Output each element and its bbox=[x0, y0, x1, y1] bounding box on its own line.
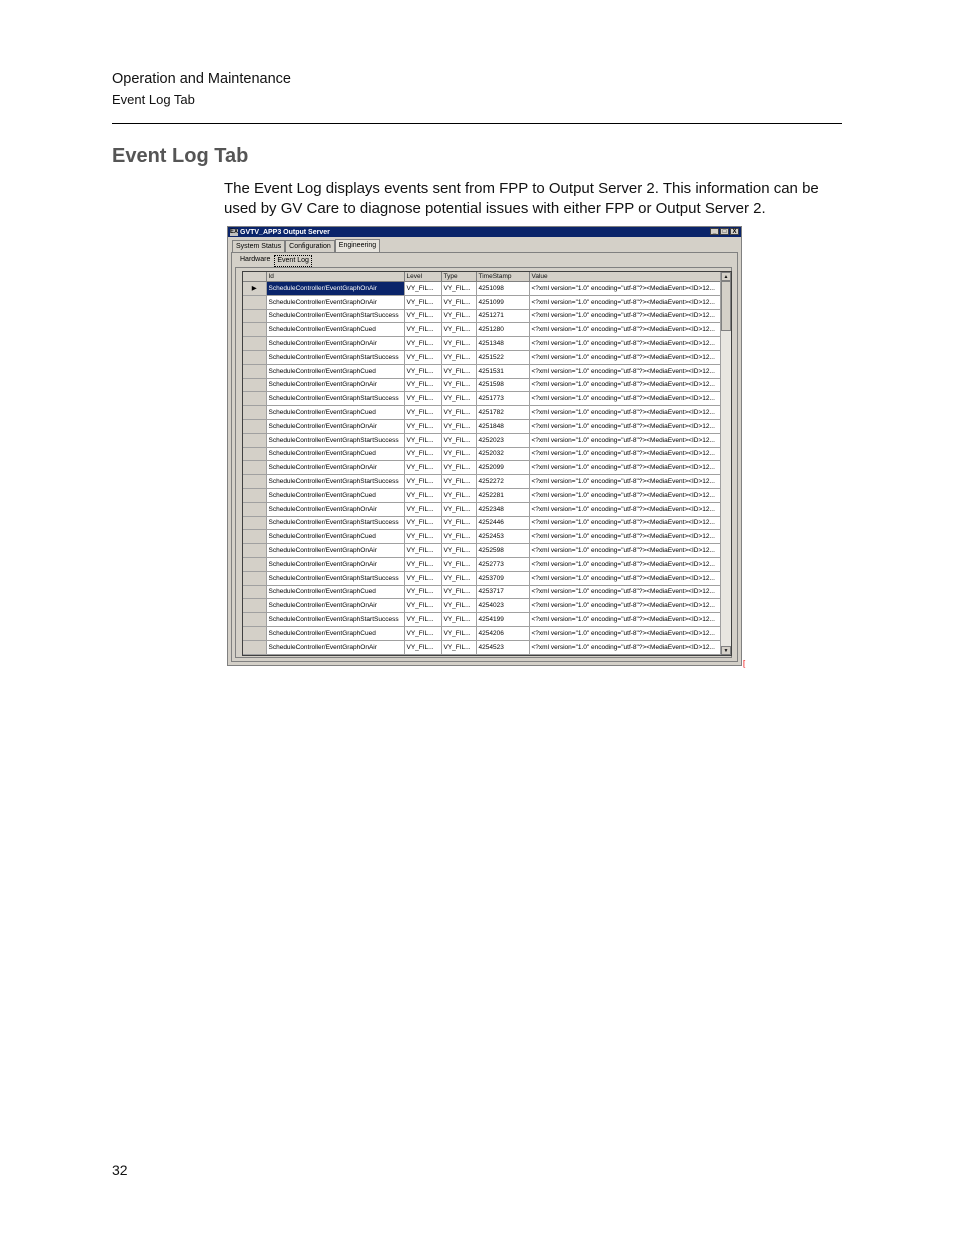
table-row[interactable] bbox=[243, 350, 722, 364]
cell-id[interactable]: ScheduleController/EventGraphOnAir bbox=[266, 502, 404, 516]
row-selector[interactable] bbox=[243, 447, 266, 461]
cell-value[interactable]: <?xml version="1.0" encoding="utf-8"?><MediaEvent><ID>12... bbox=[529, 475, 722, 489]
cell-level[interactable]: VY_FIL... bbox=[404, 488, 441, 502]
row-selector[interactable] bbox=[243, 295, 266, 309]
app-icon: EX bbox=[230, 228, 239, 235]
cell-timestamp[interactable]: 4252348 bbox=[476, 502, 529, 516]
cell-timestamp[interactable]: 4251522 bbox=[476, 350, 529, 364]
cell-value[interactable]: <?xml version="1.0" encoding="utf-8"?><MediaEvent><ID>12... bbox=[529, 585, 722, 599]
cell-level[interactable]: VY_FIL... bbox=[404, 626, 441, 640]
row-selector[interactable] bbox=[243, 488, 266, 502]
maximize-icon[interactable]: □ bbox=[720, 228, 729, 235]
cell-type[interactable]: VY_FIL... bbox=[441, 337, 476, 351]
table-row[interactable] bbox=[243, 488, 722, 502]
row-selector[interactable] bbox=[243, 461, 266, 475]
row-selector[interactable] bbox=[243, 392, 266, 406]
cell-id[interactable]: ScheduleController/EventGraphOnAir bbox=[266, 295, 404, 309]
cell-timestamp[interactable]: 4252099 bbox=[476, 461, 529, 475]
cell-id[interactable]: ScheduleController/EventGraphStartSuccess bbox=[266, 475, 404, 489]
cell-type[interactable]: VY_FIL... bbox=[441, 502, 476, 516]
cell-level[interactable]: VY_FIL... bbox=[404, 461, 441, 475]
table-row[interactable] bbox=[243, 571, 722, 585]
table-row[interactable] bbox=[243, 475, 722, 489]
cell-type[interactable]: VY_FIL... bbox=[441, 571, 476, 585]
cell-value[interactable]: <?xml version="1.0" encoding="utf-8"?><MediaEvent><ID>12... bbox=[529, 544, 722, 558]
cell-value[interactable]: <?xml version="1.0" encoding="utf-8"?><MediaEvent><ID>12... bbox=[529, 516, 722, 530]
event-log-grid[interactable] bbox=[242, 271, 732, 656]
cell-timestamp[interactable]: 4252032 bbox=[476, 447, 529, 461]
engineering-panel bbox=[231, 252, 738, 662]
cell-type[interactable]: VY_FIL... bbox=[441, 419, 476, 433]
cell-type[interactable]: VY_FIL... bbox=[441, 530, 476, 544]
cell-type[interactable]: VY_FIL... bbox=[441, 364, 476, 378]
cell-type[interactable]: VY_FIL... bbox=[441, 295, 476, 309]
cell-value[interactable]: <?xml version="1.0" encoding="utf-8"?><MediaEvent><ID>12... bbox=[529, 337, 722, 351]
cell-timestamp[interactable]: 4251531 bbox=[476, 364, 529, 378]
running-header-chapter: Operation and Maintenance bbox=[112, 71, 291, 87]
cell-timestamp[interactable]: 4251782 bbox=[476, 406, 529, 420]
tab-hardware[interactable]: Hardware bbox=[240, 256, 271, 263]
cell-value[interactable]: <?xml version="1.0" encoding="utf-8"?><MediaEvent><ID>12... bbox=[529, 295, 722, 309]
cell-value[interactable]: <?xml version="1.0" encoding="utf-8"?><MediaEvent><ID>12... bbox=[529, 599, 722, 613]
table-row[interactable] bbox=[243, 461, 722, 475]
cell-timestamp[interactable]: 4253717 bbox=[476, 585, 529, 599]
row-selector[interactable] bbox=[243, 626, 266, 640]
cell-id[interactable]: ScheduleController/EventGraphStartSuccess bbox=[266, 350, 404, 364]
cell-timestamp[interactable]: 4251348 bbox=[476, 337, 529, 351]
row-selector[interactable] bbox=[243, 571, 266, 585]
cell-id[interactable]: ScheduleController/EventGraphOnAir bbox=[266, 419, 404, 433]
close-icon[interactable]: X bbox=[730, 228, 739, 235]
table-row[interactable] bbox=[243, 613, 722, 627]
column-header-type[interactable]: Type bbox=[441, 272, 476, 282]
cell-level[interactable]: VY_FIL... bbox=[404, 364, 441, 378]
cell-id[interactable]: ScheduleController/EventGraphOnAir bbox=[266, 461, 404, 475]
section-title: Event Log Tab bbox=[112, 145, 249, 167]
cell-timestamp[interactable]: 4254023 bbox=[476, 599, 529, 613]
table-row[interactable] bbox=[243, 309, 722, 323]
scroll-down-arrow-icon[interactable]: ▼ bbox=[721, 646, 731, 655]
body-paragraph: The Event Log displays events sent from FPP to Output Server 2. This information can be used by GV Care to diagnose potential issues with either FPP or Output Server 2. bbox=[224, 180, 819, 217]
scroll-up-arrow-icon[interactable]: ▲ bbox=[721, 272, 731, 281]
window-title: GVTV_APP3 Output Server bbox=[240, 228, 330, 236]
cell-value[interactable]: <?xml version="1.0" encoding="utf-8"?><MediaEvent><ID>12... bbox=[529, 626, 722, 640]
cell-type[interactable]: VY_FIL... bbox=[441, 461, 476, 475]
row-selector[interactable] bbox=[243, 640, 266, 654]
vertical-scrollbar[interactable] bbox=[720, 272, 731, 655]
cell-type[interactable]: VY_FIL... bbox=[441, 378, 476, 392]
table-header-row bbox=[243, 272, 722, 282]
table-row[interactable] bbox=[243, 392, 722, 406]
cell-id[interactable]: ScheduleController/EventGraphOnAir bbox=[266, 337, 404, 351]
cell-level[interactable]: VY_FIL... bbox=[404, 475, 441, 489]
cell-value[interactable]: <?xml version="1.0" encoding="utf-8"?><MediaEvent><ID>12... bbox=[529, 530, 722, 544]
cell-value[interactable]: <?xml version="1.0" encoding="utf-8"?><MediaEvent><ID>12... bbox=[529, 282, 722, 296]
table-row[interactable] bbox=[243, 544, 722, 558]
cell-timestamp[interactable]: 4252446 bbox=[476, 516, 529, 530]
cell-value[interactable]: <?xml version="1.0" encoding="utf-8"?><MediaEvent><ID>12... bbox=[529, 309, 722, 323]
cell-level[interactable]: VY_FIL... bbox=[404, 571, 441, 585]
cell-level[interactable]: VY_FIL... bbox=[404, 282, 441, 296]
cell-id[interactable]: ScheduleController/EventGraphCued bbox=[266, 626, 404, 640]
cell-level[interactable]: VY_FIL... bbox=[404, 350, 441, 364]
cell-timestamp[interactable]: 4251598 bbox=[476, 378, 529, 392]
cell-id[interactable]: ScheduleController/EventGraphCued bbox=[266, 323, 404, 337]
window-titlebar[interactable] bbox=[228, 227, 741, 237]
cell-level[interactable]: VY_FIL... bbox=[404, 544, 441, 558]
cell-id[interactable]: ScheduleController/EventGraphCued bbox=[266, 585, 404, 599]
cell-value[interactable]: <?xml version="1.0" encoding="utf-8"?><MediaEvent><ID>12... bbox=[529, 364, 722, 378]
cell-id[interactable]: ScheduleController/EventGraphStartSuccess bbox=[266, 309, 404, 323]
cell-type[interactable]: VY_FIL... bbox=[441, 640, 476, 654]
cell-value[interactable]: <?xml version="1.0" encoding="utf-8"?><MediaEvent><ID>12... bbox=[529, 419, 722, 433]
column-header-level[interactable]: Level bbox=[404, 272, 441, 282]
table-row[interactable] bbox=[243, 406, 722, 420]
column-header-timestamp[interactable]: TimeStamp bbox=[476, 272, 529, 282]
cell-value[interactable]: <?xml version="1.0" encoding="utf-8"?><MediaEvent><ID>12... bbox=[529, 571, 722, 585]
cell-type[interactable]: VY_FIL... bbox=[441, 406, 476, 420]
cell-level[interactable]: VY_FIL... bbox=[404, 337, 441, 351]
cell-id[interactable]: ScheduleController/EventGraphStartSuccess bbox=[266, 613, 404, 627]
cell-type[interactable]: VY_FIL... bbox=[441, 557, 476, 571]
cell-value[interactable]: <?xml version="1.0" encoding="utf-8"?><MediaEvent><ID>12... bbox=[529, 323, 722, 337]
cell-id[interactable]: ScheduleController/EventGraphCued bbox=[266, 447, 404, 461]
header-rule bbox=[112, 123, 842, 124]
cell-value[interactable]: <?xml version="1.0" encoding="utf-8"?><MediaEvent><ID>12... bbox=[529, 488, 722, 502]
table-row[interactable] bbox=[243, 433, 722, 447]
cell-value[interactable]: <?xml version="1.0" encoding="utf-8"?><MediaEvent><ID>12... bbox=[529, 378, 722, 392]
table-row[interactable] bbox=[243, 516, 722, 530]
cell-type[interactable]: VY_FIL... bbox=[441, 626, 476, 640]
cell-type[interactable]: VY_FIL... bbox=[441, 488, 476, 502]
row-selector[interactable] bbox=[243, 378, 266, 392]
tab-engineering[interactable]: Engineering bbox=[335, 239, 380, 252]
event-log-rows bbox=[243, 282, 722, 655]
cell-level[interactable]: VY_FIL... bbox=[404, 406, 441, 420]
cell-level[interactable]: VY_FIL... bbox=[404, 378, 441, 392]
cell-level[interactable]: VY_FIL... bbox=[404, 309, 441, 323]
cell-id[interactable]: ScheduleController/EventGraphCued bbox=[266, 488, 404, 502]
running-header-section: Event Log Tab bbox=[112, 92, 195, 107]
cell-level[interactable]: VY_FIL... bbox=[404, 502, 441, 516]
cell-level[interactable]: VY_FIL... bbox=[404, 599, 441, 613]
table-row[interactable] bbox=[243, 502, 722, 516]
row-selector[interactable] bbox=[243, 613, 266, 627]
cell-timestamp[interactable]: 4251773 bbox=[476, 392, 529, 406]
row-selector[interactable] bbox=[243, 350, 266, 364]
minimize-icon[interactable]: _ bbox=[710, 228, 719, 235]
cell-timestamp[interactable]: 4251280 bbox=[476, 323, 529, 337]
row-selector[interactable] bbox=[243, 516, 266, 530]
row-selector[interactable] bbox=[243, 337, 266, 351]
table-row[interactable] bbox=[243, 282, 722, 296]
column-header-rowselector bbox=[243, 272, 266, 282]
row-selector[interactable] bbox=[243, 323, 266, 337]
cell-level[interactable]: VY_FIL... bbox=[404, 640, 441, 654]
cell-id[interactable]: ScheduleController/EventGraphCued bbox=[266, 406, 404, 420]
row-selector[interactable] bbox=[243, 406, 266, 420]
scroll-thumb[interactable] bbox=[721, 281, 731, 331]
row-selector[interactable] bbox=[243, 475, 266, 489]
table-row[interactable] bbox=[243, 585, 722, 599]
cell-id[interactable]: ScheduleController/EventGraphOnAir bbox=[266, 282, 404, 296]
cell-type[interactable]: VY_FIL... bbox=[441, 475, 476, 489]
side-marker: [ bbox=[743, 659, 746, 668]
row-selector[interactable] bbox=[243, 557, 266, 571]
cell-value[interactable]: <?xml version="1.0" encoding="utf-8"?><MediaEvent><ID>12... bbox=[529, 461, 722, 475]
tab-configuration[interactable]: Configuration bbox=[285, 240, 335, 252]
row-selector[interactable] bbox=[243, 309, 266, 323]
row-selector[interactable] bbox=[243, 502, 266, 516]
cell-id[interactable]: ScheduleController/EventGraphStartSuccess bbox=[266, 571, 404, 585]
cell-level[interactable]: VY_FIL... bbox=[404, 530, 441, 544]
cell-type[interactable]: VY_FIL... bbox=[441, 392, 476, 406]
cell-timestamp[interactable]: 4252023 bbox=[476, 433, 529, 447]
cell-value[interactable]: <?xml version="1.0" encoding="utf-8"?><MediaEvent><ID>12... bbox=[529, 350, 722, 364]
table-row[interactable] bbox=[243, 323, 722, 337]
cell-value[interactable]: <?xml version="1.0" encoding="utf-8"?><MediaEvent><ID>12... bbox=[529, 447, 722, 461]
table-row[interactable] bbox=[243, 419, 722, 433]
table-row[interactable] bbox=[243, 640, 722, 654]
tab-system-status[interactable]: System Status bbox=[232, 240, 285, 252]
cell-id[interactable]: ScheduleController/EventGraphOnAir bbox=[266, 544, 404, 558]
tab-event-log[interactable]: Event Log bbox=[274, 255, 312, 267]
cell-type[interactable]: VY_FIL... bbox=[441, 613, 476, 627]
cell-level[interactable]: VY_FIL... bbox=[404, 447, 441, 461]
cell-value[interactable]: <?xml version="1.0" encoding="utf-8"?><MediaEvent><ID>12... bbox=[529, 406, 722, 420]
cell-id[interactable]: ScheduleController/EventGraphOnAir bbox=[266, 378, 404, 392]
column-header-value[interactable]: Value bbox=[529, 272, 722, 282]
cell-id[interactable]: ScheduleController/EventGraphStartSuccess bbox=[266, 516, 404, 530]
cell-value[interactable]: <?xml version="1.0" encoding="utf-8"?><MediaEvent><ID>12... bbox=[529, 433, 722, 447]
cell-level[interactable]: VY_FIL... bbox=[404, 392, 441, 406]
cell-value[interactable]: <?xml version="1.0" encoding="utf-8"?><MediaEvent><ID>12... bbox=[529, 392, 722, 406]
cell-timestamp[interactable]: 4252272 bbox=[476, 475, 529, 489]
cell-value[interactable]: <?xml version="1.0" encoding="utf-8"?><MediaEvent><ID>12... bbox=[529, 640, 722, 654]
engineering-sub-tabs bbox=[238, 255, 312, 267]
cell-timestamp[interactable]: 4251271 bbox=[476, 309, 529, 323]
cell-level[interactable]: VY_FIL... bbox=[404, 585, 441, 599]
cell-id[interactable]: ScheduleController/EventGraphOnAir bbox=[266, 640, 404, 654]
table-row[interactable] bbox=[243, 626, 722, 640]
table-row[interactable] bbox=[243, 378, 722, 392]
cell-type[interactable]: VY_FIL... bbox=[441, 599, 476, 613]
row-selector[interactable] bbox=[243, 419, 266, 433]
cell-timestamp[interactable]: 4253709 bbox=[476, 571, 529, 585]
table-row[interactable] bbox=[243, 295, 722, 309]
row-selector[interactable] bbox=[243, 585, 266, 599]
cell-timestamp[interactable]: 4252281 bbox=[476, 488, 529, 502]
cell-timestamp[interactable]: 4254199 bbox=[476, 613, 529, 627]
table-row[interactable] bbox=[243, 557, 722, 571]
cell-level[interactable]: VY_FIL... bbox=[404, 419, 441, 433]
cell-timestamp[interactable]: 4251848 bbox=[476, 419, 529, 433]
event-log-table bbox=[243, 272, 723, 655]
cell-id[interactable]: ScheduleController/EventGraphStartSuccess bbox=[266, 392, 404, 406]
cell-timestamp[interactable]: 4252453 bbox=[476, 530, 529, 544]
cell-id[interactable]: ScheduleController/EventGraphCued bbox=[266, 530, 404, 544]
table-row[interactable] bbox=[243, 364, 722, 378]
cell-type[interactable]: VY_FIL... bbox=[441, 282, 476, 296]
cell-level[interactable]: VY_FIL... bbox=[404, 323, 441, 337]
cell-type[interactable]: VY_FIL... bbox=[441, 433, 476, 447]
cell-level[interactable]: VY_FIL... bbox=[404, 433, 441, 447]
table-row[interactable] bbox=[243, 337, 722, 351]
cell-type[interactable]: VY_FIL... bbox=[441, 309, 476, 323]
cell-timestamp[interactable]: 4254206 bbox=[476, 626, 529, 640]
cell-timestamp[interactable]: 4254523 bbox=[476, 640, 529, 654]
table-row[interactable] bbox=[243, 530, 722, 544]
row-selector[interactable] bbox=[243, 530, 266, 544]
cell-timestamp[interactable]: 4252598 bbox=[476, 544, 529, 558]
cell-timestamp[interactable]: 4252773 bbox=[476, 557, 529, 571]
table-row[interactable] bbox=[243, 447, 722, 461]
cell-id[interactable]: ScheduleController/EventGraphCued bbox=[266, 364, 404, 378]
cell-id[interactable]: ScheduleController/EventGraphOnAir bbox=[266, 557, 404, 571]
row-selector[interactable]: ▶ bbox=[243, 282, 266, 296]
output-server-window bbox=[227, 226, 742, 666]
page-number: 32 bbox=[112, 1162, 128, 1178]
column-header-id[interactable]: Id bbox=[266, 272, 404, 282]
cell-level[interactable]: VY_FIL... bbox=[404, 295, 441, 309]
row-selector[interactable] bbox=[243, 433, 266, 447]
cell-type[interactable]: VY_FIL... bbox=[441, 585, 476, 599]
cell-timestamp[interactable]: 4251099 bbox=[476, 295, 529, 309]
cell-type[interactable]: VY_FIL... bbox=[441, 516, 476, 530]
event-log-panel bbox=[235, 267, 732, 658]
cell-type[interactable]: VY_FIL... bbox=[441, 323, 476, 337]
cell-type[interactable]: VY_FIL... bbox=[441, 447, 476, 461]
cell-level[interactable]: VY_FIL... bbox=[404, 516, 441, 530]
cell-id[interactable]: ScheduleController/EventGraphStartSuccess bbox=[266, 433, 404, 447]
cell-type[interactable]: VY_FIL... bbox=[441, 544, 476, 558]
cell-id[interactable]: ScheduleController/EventGraphOnAir bbox=[266, 599, 404, 613]
cell-level[interactable]: VY_FIL... bbox=[404, 557, 441, 571]
cell-level[interactable]: VY_FIL... bbox=[404, 613, 441, 627]
row-selector[interactable] bbox=[243, 364, 266, 378]
cell-timestamp[interactable]: 4251098 bbox=[476, 282, 529, 296]
main-tabs bbox=[232, 240, 380, 252]
cell-type[interactable]: VY_FIL... bbox=[441, 350, 476, 364]
row-selector[interactable] bbox=[243, 599, 266, 613]
row-selector[interactable] bbox=[243, 544, 266, 558]
cell-value[interactable]: <?xml version="1.0" encoding="utf-8"?><MediaEvent><ID>12... bbox=[529, 502, 722, 516]
table-row[interactable] bbox=[243, 599, 722, 613]
cell-value[interactable]: <?xml version="1.0" encoding="utf-8"?><MediaEvent><ID>12... bbox=[529, 613, 722, 627]
cell-value[interactable]: <?xml version="1.0" encoding="utf-8"?><MediaEvent><ID>12... bbox=[529, 557, 722, 571]
